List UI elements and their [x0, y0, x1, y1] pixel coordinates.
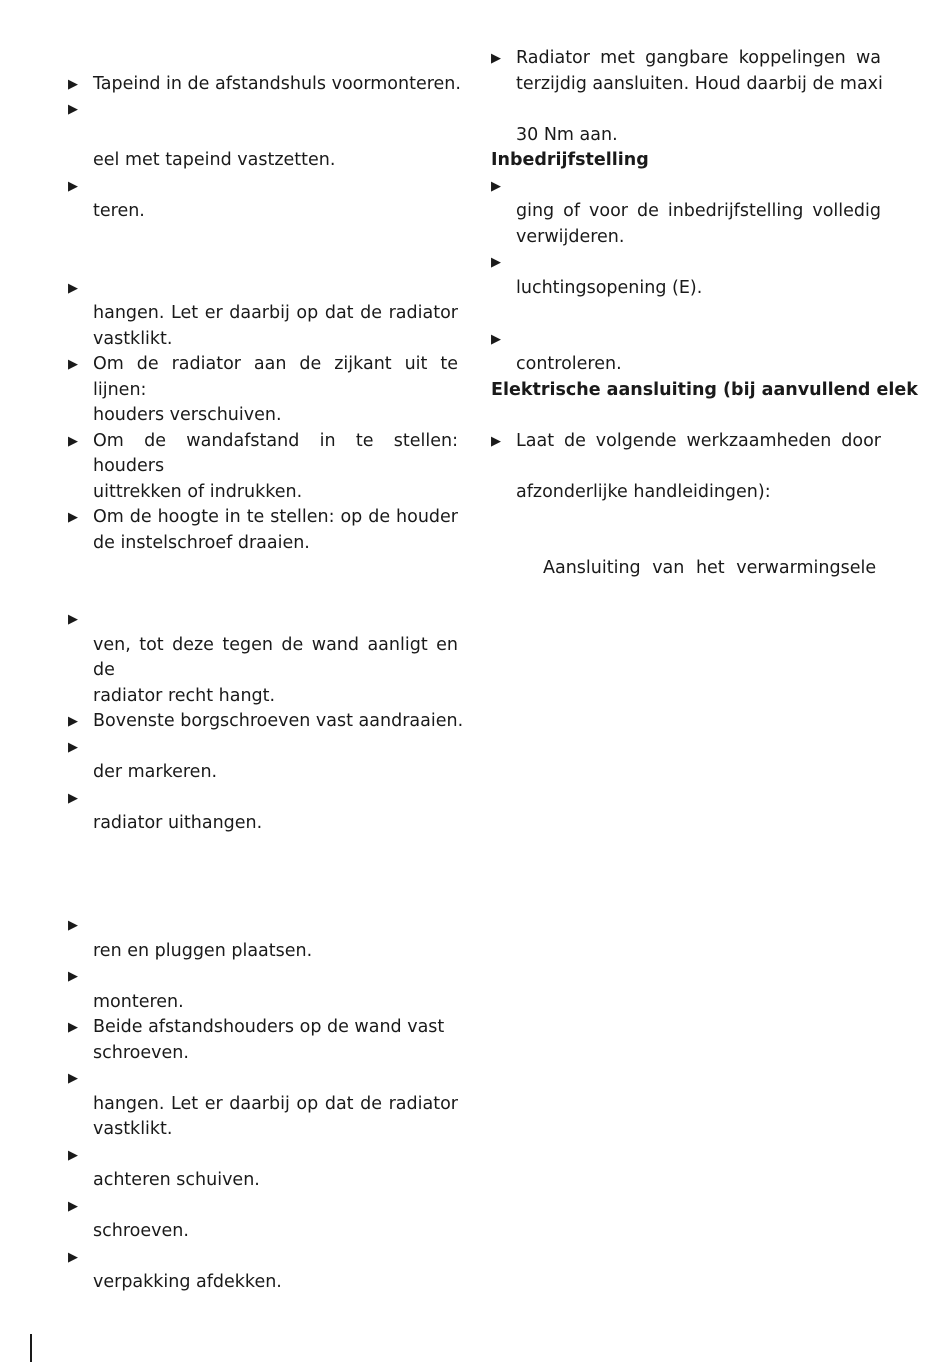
item-text: verpakking afdekken. [93, 1272, 282, 1292]
item-text: 30 Nm aan. [516, 124, 618, 145]
bullet-arrow-icon: ▶ [68, 1071, 78, 1086]
item-text [93, 913, 458, 939]
item-text: achteren schuiven. [93, 1170, 260, 1190]
item-text [516, 174, 881, 200]
bullet-arrow-icon: ▶ [68, 714, 78, 729]
item-text: Bovenste borgschroeven vast aandraaien. [93, 711, 464, 731]
spacer [68, 837, 458, 914]
item-text: houders verschuiven. [93, 405, 282, 425]
item-text: terzijdig aansluiten. Houd daarbij de maxi [516, 73, 883, 94]
item-text: Radiator met gangbare koppelingen wa [516, 48, 881, 68]
item-text [93, 174, 458, 200]
spacer [68, 225, 458, 276]
list-item [491, 46, 881, 148]
list-item [68, 1194, 458, 1245]
list-item [68, 1015, 458, 1066]
item-text: Beide afstandshouders op de wand vast [93, 1017, 445, 1037]
bullet-arrow-icon: ▶ [68, 357, 78, 372]
list-item [491, 429, 881, 506]
bullet-arrow-icon: ▶ [68, 790, 78, 806]
item-text: afzonderlijke handleidingen): [516, 481, 771, 502]
item-text: vastklikt. [93, 328, 173, 349]
item-text: hangen. Let er daarbij op dat de radiator [93, 303, 458, 323]
list-item [68, 607, 458, 709]
spacer [491, 505, 881, 556]
bullet-arrow-icon: ▶ [491, 255, 501, 270]
item-text: Om de hoogte in te stellen: op de houder [93, 507, 458, 527]
bullet-arrow-icon: ▶ [68, 102, 78, 117]
list-item [68, 735, 458, 786]
item-text: hangen. Let er daarbij op dat de radiator [93, 1093, 458, 1114]
list-item [68, 505, 458, 556]
item-text: Tapeind in de afstandshuls voormonteren. [93, 73, 461, 94]
list-item [68, 964, 458, 1015]
section-heading-inbedrijfstelling: Inbedrijfstelling [491, 150, 649, 170]
item-text: uittrekken of indrukken. [93, 481, 303, 502]
section-heading-elektrische-aansluiting: Elektrische aansluiting (bij aanvullend elek [491, 379, 918, 400]
item-text: teren. [93, 201, 145, 221]
item-text [93, 1194, 458, 1220]
item-text: vastklikt. [93, 1119, 173, 1139]
list-item [68, 352, 458, 429]
item-text: eel met tapeind vastzetten. [93, 150, 336, 170]
item-text [93, 1066, 458, 1092]
item-text [516, 327, 881, 353]
item-text: controleren. [516, 354, 622, 374]
item-text: schroeven. [93, 1042, 189, 1063]
spacer [491, 403, 881, 429]
bullet-arrow-icon: ▶ [68, 510, 78, 525]
item-text: monteren. [93, 991, 184, 1012]
item-text [516, 454, 881, 480]
list-item [68, 1245, 458, 1296]
list-item [68, 786, 458, 837]
bullet-arrow-icon: ▶ [68, 280, 78, 296]
list-item [491, 174, 881, 251]
list-item [68, 1143, 458, 1194]
bullet-arrow-icon: ▶ [68, 1147, 78, 1163]
spacer [68, 46, 458, 72]
item-text [516, 250, 881, 276]
item-text: ren en pluggen plaatsen. [93, 940, 313, 961]
item-text [93, 276, 458, 302]
margin-rule [30, 1334, 32, 1362]
item-text [93, 786, 458, 812]
right-column [491, 46, 918, 582]
item-text [93, 964, 458, 990]
list-item [68, 276, 458, 353]
item-text: radiator uithangen. [93, 813, 263, 833]
list-item [491, 327, 881, 378]
item-text: ging of voor de inbedrijfstelling volledig [516, 201, 881, 221]
item-text: schroeven. [93, 1221, 189, 1241]
item-text [516, 97, 881, 123]
bullet-arrow-icon: ▶ [68, 1249, 78, 1265]
spacer [491, 301, 881, 327]
bullet-arrow-icon: ▶ [491, 331, 501, 347]
item-text: ven, tot deze tegen de wand aanligt en de [93, 634, 458, 680]
item-text: der markeren. [93, 762, 218, 782]
list-item [491, 250, 881, 301]
item-text: Laat de volgende werkzaamheden door [516, 430, 881, 451]
item-text: radiator recht hangt. [93, 685, 276, 706]
list-item [68, 429, 458, 506]
bullet-arrow-icon: ▶ [68, 76, 78, 92]
item-text [93, 1143, 458, 1169]
item-text: Om de wandafstand in te stellen: houders [93, 430, 458, 476]
bullet-arrow-icon: ▶ [491, 433, 501, 449]
item-text [93, 735, 458, 761]
bullet-arrow-icon: ▶ [491, 51, 501, 66]
bullet-arrow-icon: ▶ [68, 1198, 78, 1214]
list-item [68, 97, 458, 174]
item-text [93, 1245, 458, 1271]
bullet-arrow-icon: ▶ [68, 1020, 78, 1035]
item-text: Om de radiator aan de zijkant uit te lijnen: [93, 354, 458, 400]
item-text: de instelschroef draaien. [93, 532, 310, 553]
list-item [68, 709, 464, 735]
sub-item-text: Aansluiting van het verwarmingsele [543, 558, 877, 578]
bullet-arrow-icon: ▶ [68, 969, 78, 984]
bullet-arrow-icon: ▶ [68, 178, 78, 194]
list-item [68, 1066, 458, 1143]
bullet-arrow-icon: ▶ [68, 918, 78, 933]
list-item [68, 72, 461, 98]
item-text: luchtingsopening (E). [516, 277, 703, 298]
bullet-arrow-icon: ▶ [68, 612, 78, 627]
bullet-arrow-icon: ▶ [68, 433, 78, 449]
item-text [93, 607, 458, 633]
list-item [68, 913, 458, 964]
bullet-arrow-icon: ▶ [68, 739, 78, 755]
spacer [68, 556, 458, 607]
item-text [93, 123, 458, 149]
list-item [68, 174, 458, 225]
left-column [68, 46, 464, 1296]
item-text [93, 97, 458, 123]
bullet-arrow-icon: ▶ [491, 178, 501, 194]
item-text: verwijderen. [516, 226, 625, 247]
